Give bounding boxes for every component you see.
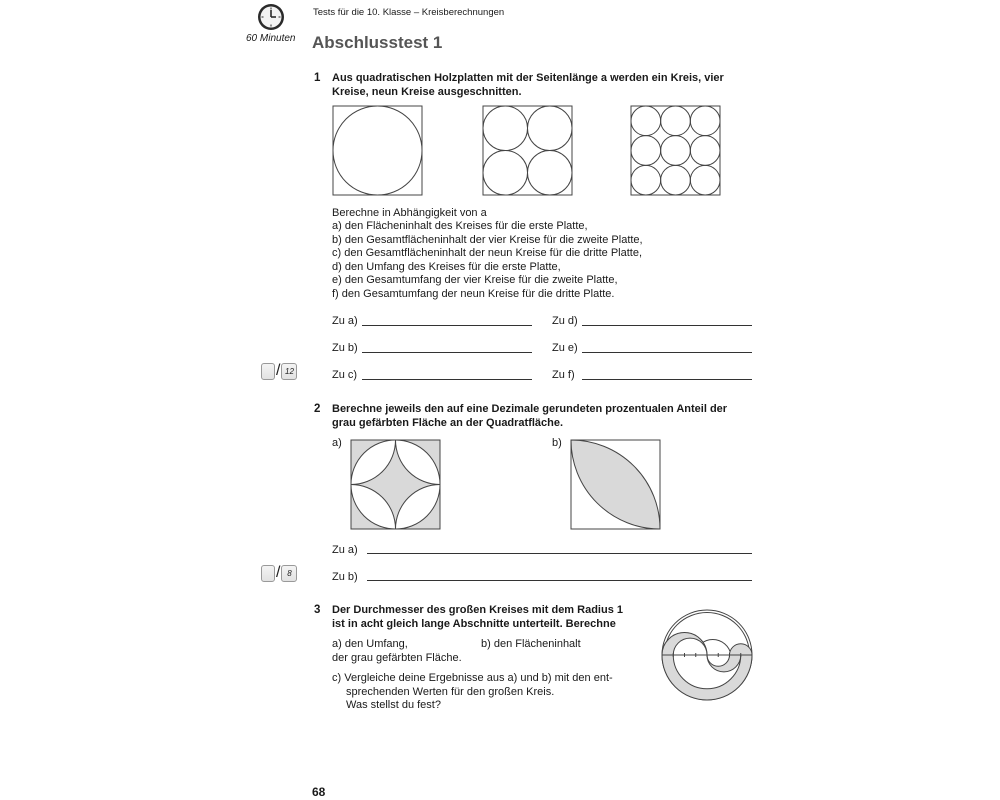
task3-number: 3 — [314, 604, 321, 616]
page-number: 68 — [312, 785, 326, 799]
task1-intro: Berechne in Abhängigkeit von a — [332, 207, 487, 219]
task1-item-d: d) den Umfang des Kreises für die erste Platte, — [332, 260, 561, 273]
task3-item-c — [332, 672, 613, 713]
score-box-task2[interactable]: / 8 — [261, 564, 297, 582]
points-total: 8 — [281, 565, 297, 582]
points-earned-field[interactable] — [261, 363, 275, 380]
task1-item-f: f) den Gesamtumfang der neun Kreise für die dritte Platte. — [332, 287, 615, 300]
task2-figure-a — [350, 439, 442, 531]
task3-item-b: b) den Flächeninhalt — [481, 638, 581, 650]
answer-label-1a: Zu a) — [332, 315, 358, 327]
task2-prompt — [332, 403, 727, 430]
answer-line-2a[interactable] — [367, 553, 752, 554]
task1-item-a: a) den Flächeninhalt des Kreises für die erste Platte, — [332, 220, 588, 232]
answer-label-1c: Zu c) — [332, 369, 358, 381]
task3-item-c-line2: sprechenden Werten für den großen Kreis. — [346, 685, 555, 698]
task3-item-c-line1: c) Vergleiche deine Ergebnisse aus a) und b) mit den ent- — [332, 672, 613, 684]
task1-number: 1 — [314, 72, 321, 84]
plate-nine-circles — [631, 106, 720, 195]
task3-prompt-line1: Der Durchmesser des großen Kreises mit dem Radius 1 — [332, 604, 623, 616]
answer-label-2a: Zu a) — [332, 544, 358, 556]
points-total: 12 — [281, 363, 297, 380]
task2-prompt-line2: grau gefärbten Fläche an der Quadratfläche. — [332, 416, 564, 429]
task1-prompt-line2: Kreise, neun Kreise ausgeschnitten. — [332, 85, 522, 98]
task2-label-a: a) — [332, 437, 342, 449]
plate-one-circle — [333, 106, 422, 195]
task3-prompt — [332, 604, 623, 631]
answer-label-1d: Zu d) — [552, 315, 578, 327]
answer-label-1f: Zu f) — [552, 369, 575, 381]
answer-line-1e[interactable] — [582, 352, 752, 353]
time-label: 60 Minuten — [246, 33, 296, 44]
task1-item-b: b) den Gesamtflächeninhalt der vier Kreise für die zweite Platte, — [332, 233, 643, 246]
task2-figure-b — [570, 439, 662, 531]
points-earned-field[interactable] — [261, 565, 275, 582]
task1-figures — [330, 103, 725, 198]
task2-label-b: b) — [552, 437, 562, 449]
task1-prompt — [332, 72, 724, 99]
task3-prompt-line2: ist in acht gleich lange Abschnitte unterteilt. Berechne — [332, 617, 616, 630]
task3-figure — [656, 604, 758, 706]
running-title: Tests für die 10. Klasse – Kreisberechnungen — [313, 7, 505, 18]
task1-item-e: e) den Gesamtumfang der vier Kreise für die zweite Platte, — [332, 274, 618, 286]
task3-item-c-line3: Was stellst du fest? — [346, 699, 441, 711]
clock-icon — [257, 3, 285, 31]
answer-label-1e: Zu e) — [552, 342, 578, 354]
task3-shared-text: der grau gefärbten Fläche. — [332, 652, 462, 664]
answer-line-1c[interactable] — [362, 379, 532, 380]
test-title: Abschlusstest 1 — [312, 33, 443, 52]
answer-line-1b[interactable] — [362, 352, 532, 353]
answer-label-2b: Zu b) — [332, 571, 358, 583]
answer-line-1f[interactable] — [582, 379, 752, 380]
score-box-task1[interactable]: / 12 — [261, 362, 297, 380]
task2-prompt-line1: Berechne jeweils den auf eine Dezimale gerundeten prozentualen Anteil der — [332, 403, 728, 415]
answer-line-1d[interactable] — [582, 325, 752, 326]
answer-label-1b: Zu b) — [332, 342, 358, 354]
answer-line-1a[interactable] — [362, 325, 532, 326]
task3-item-a: a) den Umfang, — [332, 638, 408, 650]
answer-line-2b[interactable] — [367, 580, 752, 581]
task1-prompt-line1: Aus quadratischen Holzplatten mit der Seitenlänge a werden ein Kreis, vier — [332, 72, 724, 84]
task2-number: 2 — [314, 403, 321, 415]
plate-four-circles — [483, 106, 572, 195]
task1-item-list — [332, 220, 643, 301]
task1-item-c: c) den Gesamtflächeninhalt der neun Kreise für die dritte Platte, — [332, 247, 643, 259]
